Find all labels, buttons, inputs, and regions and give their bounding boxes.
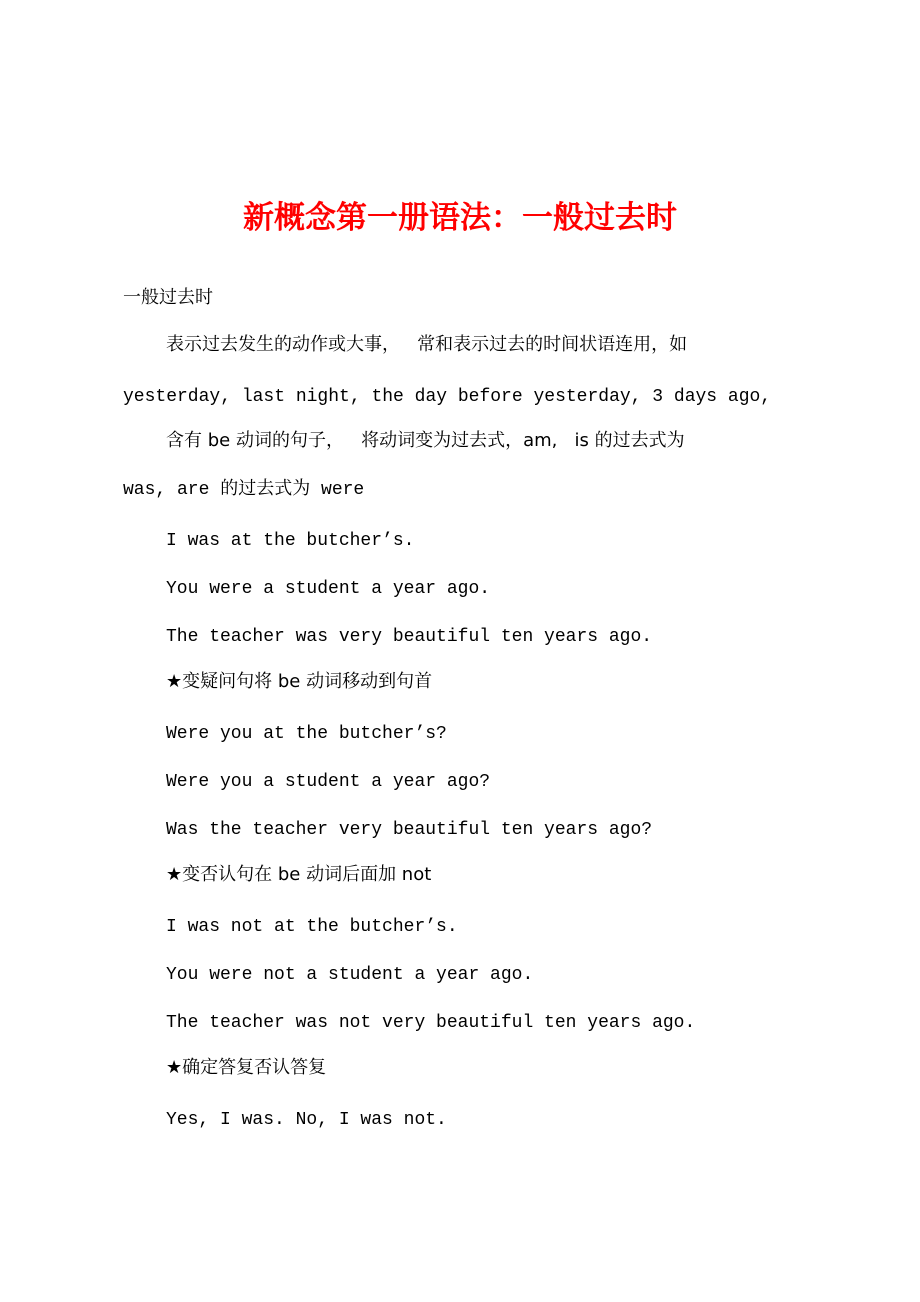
paragraph-line: was, are 的过去式为 were [123, 480, 365, 500]
paragraph-line: 表示过去发生的动作或大事， 常和表示过去的时间状语连用，如 [166, 334, 688, 355]
document-title: 新概念第一册语法：一般过去时 [243, 200, 677, 236]
example-sentence: Were you a student a year ago? [166, 772, 491, 792]
example-sentence: Were you at the butcher’s? [166, 724, 447, 744]
example-sentence: I was not at the butcher’s. [166, 917, 458, 937]
paragraph-line: yesterday, last night, the day before yesterday, 3 days ago, [123, 387, 772, 407]
example-sentence: Was the teacher very beautiful ten years ago? [166, 820, 653, 840]
rule-heading-question: ★变疑问句将 be 动词移动到句首 [166, 671, 433, 692]
example-sentence: You were a student a year ago. [166, 579, 491, 599]
rule-heading-negative: ★变否认句在 be 动词后面加 not [166, 864, 432, 885]
example-sentence: I was at the butcher’s. [166, 531, 415, 551]
example-sentence: Yes, I was. No, I was not. [166, 1110, 447, 1130]
example-sentence: You were not a student a year ago. [166, 965, 534, 985]
rule-heading-answers: ★确定答复否认答复 [166, 1057, 327, 1078]
example-sentence: The teacher was not very beautiful ten years ago. [166, 1013, 696, 1033]
section-heading: 一般过去时 [123, 287, 213, 308]
example-sentence: The teacher was very beautiful ten years ago. [166, 627, 653, 647]
paragraph-line: 含有 be 动词的句子， 将动词变为过去式，am, is 的过去式为 [166, 430, 685, 451]
